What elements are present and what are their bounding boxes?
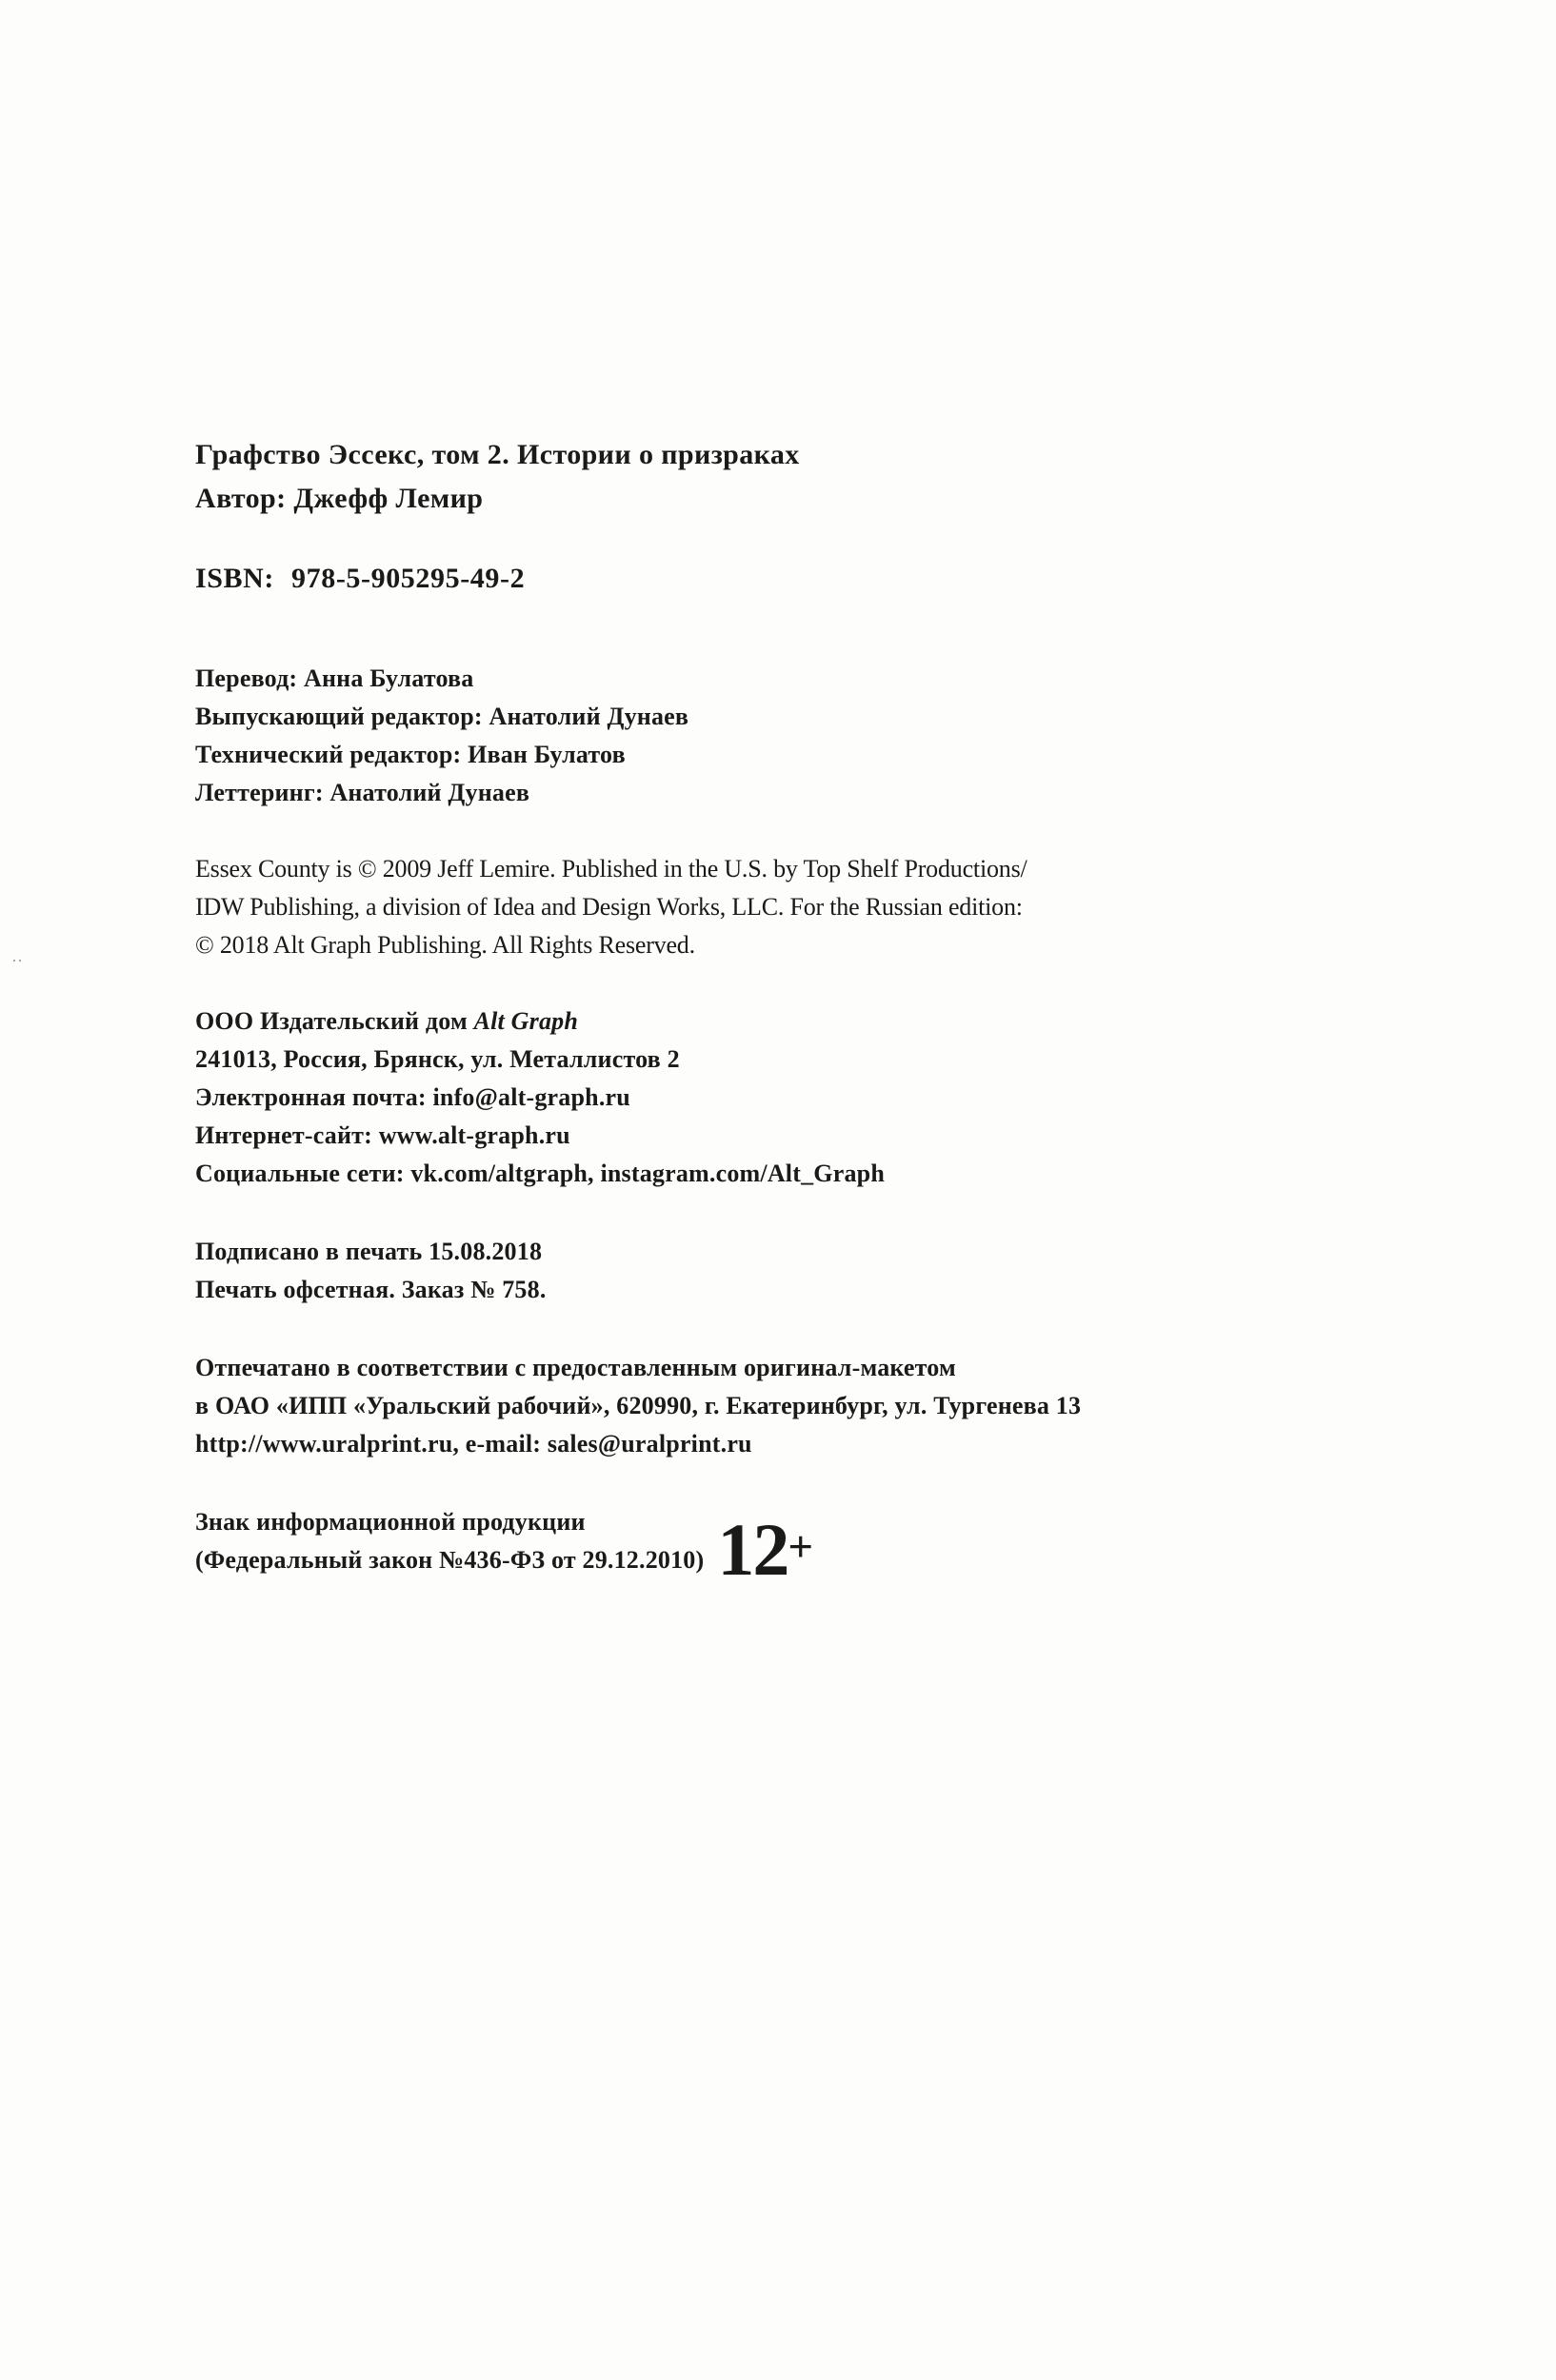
isbn-line bbox=[195, 557, 1424, 601]
age-mark-line1: Знак информационной продукции bbox=[195, 1508, 586, 1536]
printed-at-block bbox=[195, 1349, 1424, 1463]
publisher-address: 241013, Россия, Брянск, ул. Металлистов 2 bbox=[195, 1045, 680, 1073]
publisher-name-prefix: ООО Издательский дом bbox=[195, 1007, 474, 1035]
publisher-block bbox=[195, 1002, 1424, 1193]
print-order-line: Печать офсетная. Заказ № 758. bbox=[195, 1276, 547, 1303]
book-title: Графство Эссекс, том 2. Истории о призраках bbox=[195, 439, 800, 470]
printed-at-line: http://www.uralprint.ru, e-mail: sales@uralprint.ru bbox=[195, 1430, 752, 1458]
age-mark-text bbox=[195, 1503, 704, 1579]
copyright-en-line: IDW Publishing, a division of Idea and Design Works, LLC. For the Russian edition: bbox=[195, 893, 1023, 921]
isbn-value: 978-5-905295-49-2 bbox=[291, 563, 526, 594]
isbn-label: ISBN: bbox=[195, 563, 275, 594]
credit-translation: Перевод: Анна Булатова bbox=[195, 664, 474, 692]
age-rating-plus: + bbox=[788, 1521, 814, 1572]
publisher-website: Интернет-сайт: www.alt-graph.ru bbox=[195, 1121, 570, 1149]
credit-technical-editor: Технический редактор: Иван Булатов bbox=[195, 741, 626, 768]
copyright-en-line: © 2018 Alt Graph Publishing. All Rights Reserved. bbox=[195, 931, 695, 959]
age-rating-number: 12 bbox=[717, 1508, 788, 1591]
credit-managing-editor: Выпускающий редактор: Анатолий Дунаев bbox=[195, 703, 689, 730]
print-signed-line: Подписано в печать 15.08.2018 bbox=[195, 1238, 543, 1265]
publisher-social: Социальные сети: vk.com/altgraph, instagram.com/Alt_Graph bbox=[195, 1160, 885, 1187]
age-rating-badge bbox=[717, 1508, 814, 1591]
book-author: Автор: Джефф Лемир bbox=[195, 483, 484, 514]
scan-artifact: ·· bbox=[11, 951, 23, 970]
age-mark-block bbox=[195, 1503, 1424, 1591]
publisher-email: Электронная почта: info@alt-graph.ru bbox=[195, 1083, 630, 1111]
publisher-name-italic: Alt Graph bbox=[473, 1007, 579, 1035]
copyright-en-block bbox=[195, 850, 1424, 964]
printed-at-line: в ОАО «ИПП «Уральский рабочий», 620990, г. Екатеринбург, ул. Тургенева 13 bbox=[195, 1392, 1082, 1419]
title-block bbox=[195, 433, 1424, 521]
credits-block bbox=[195, 660, 1424, 812]
publisher-name-line bbox=[195, 1002, 1424, 1041]
print-info-block bbox=[195, 1233, 1424, 1309]
colophon-content bbox=[195, 433, 1424, 1591]
age-mark-line2: (Федеральный закон №436-ФЗ от 29.12.2010) bbox=[195, 1546, 705, 1574]
credit-lettering: Леттеринг: Анатолий Дунаев bbox=[195, 779, 530, 806]
copyright-en-line: Essex County is © 2009 Jeff Lemire. Published in the U.S. by Top Shelf Productions/ bbox=[195, 855, 1027, 883]
printed-at-line: Отпечатано в соответствии с предоставленным оригинал-макетом bbox=[195, 1354, 956, 1381]
